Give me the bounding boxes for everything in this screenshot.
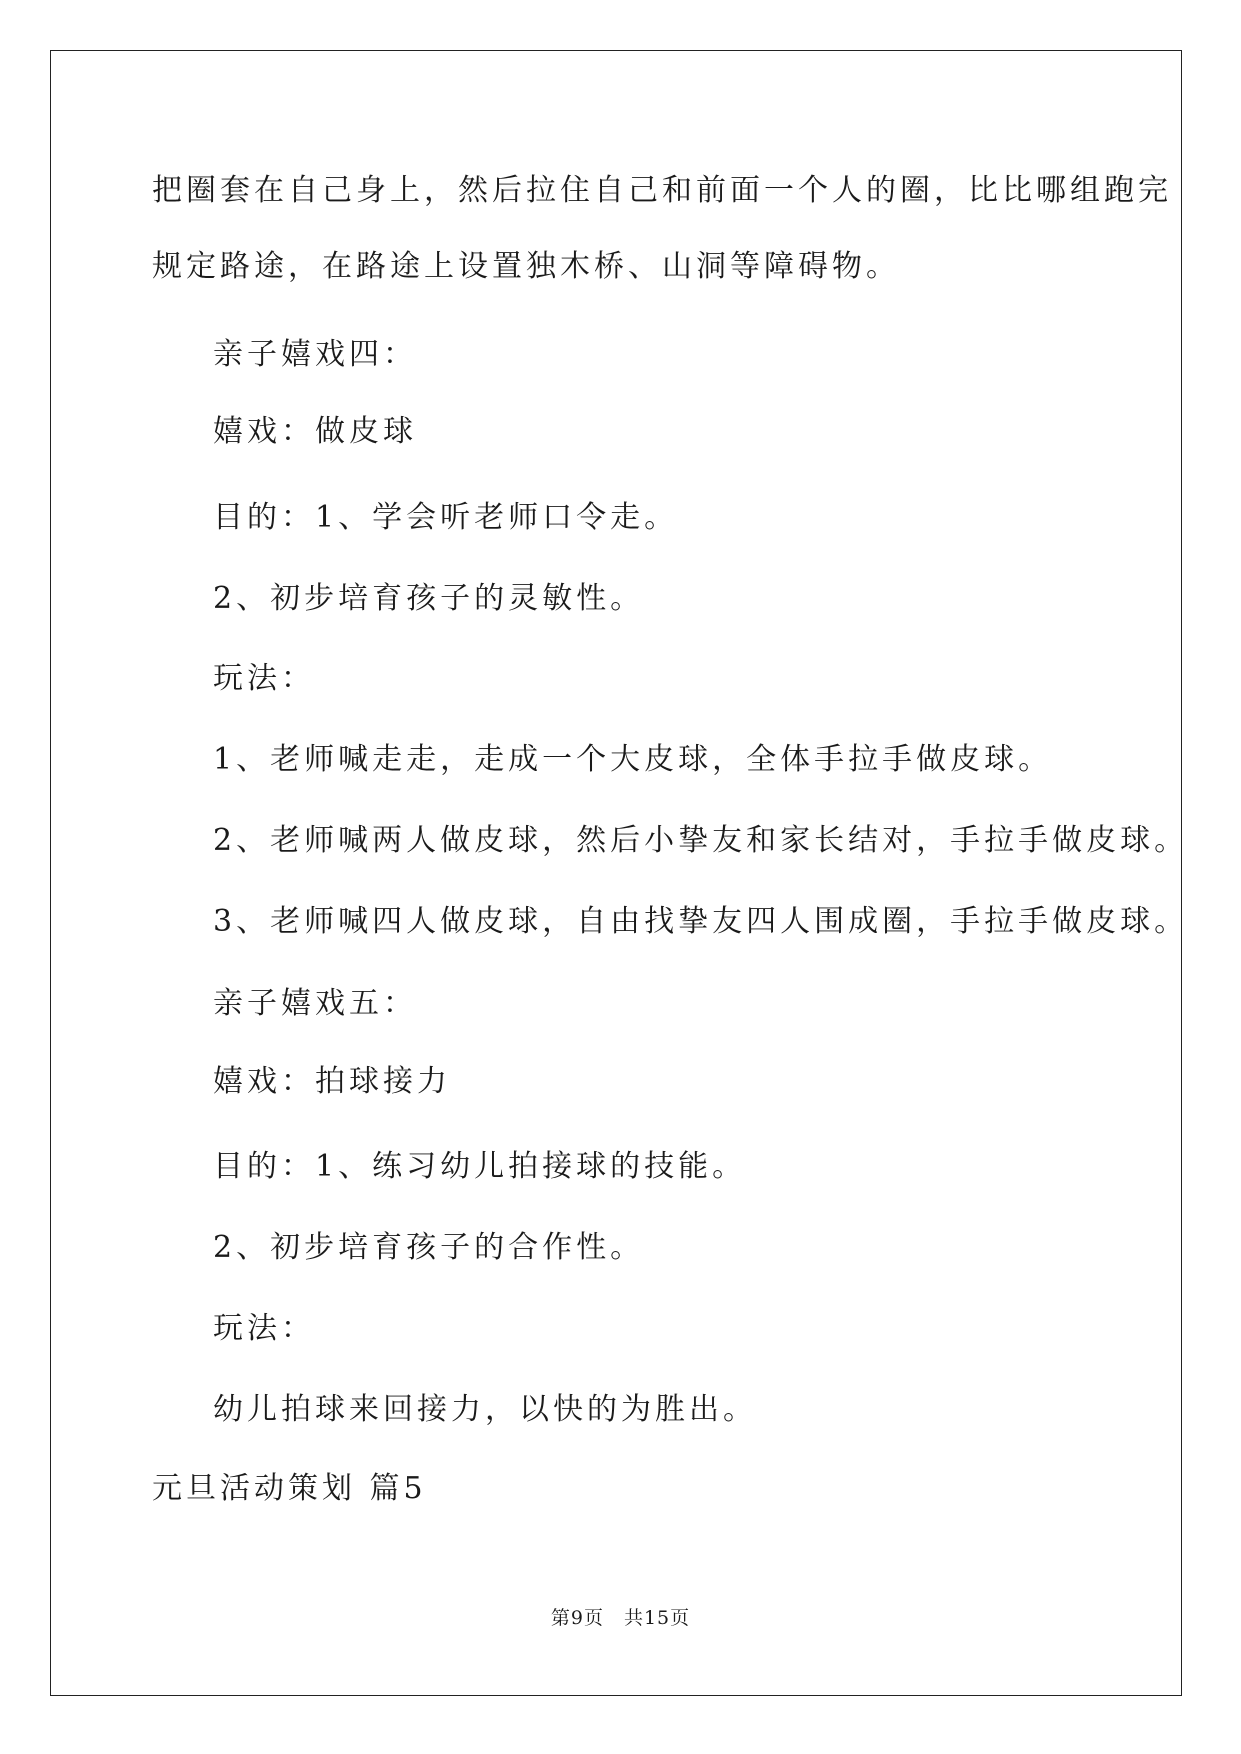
paragraph-line: 规定路途，在路途上设置独木桥、山洞等障碍物。: [152, 249, 900, 284]
goal-line: 2、初步培育孩子的合作性。: [213, 1230, 645, 1265]
section-heading: 亲子嬉戏五：: [213, 986, 417, 1021]
method-step: 3、老师喊四人做皮球，自由找挚友四人围成圈，手拉手做皮球。: [213, 904, 1189, 939]
article-heading: 元旦活动策划 篇5: [152, 1471, 427, 1506]
method-step: 1、老师喊走走，走成一个大皮球，全体手拉手做皮球。: [213, 742, 1053, 777]
method-step: 幼儿拍球来回接力，以快的为胜出。: [213, 1392, 757, 1427]
game-name: 嬉戏：做皮球: [213, 414, 417, 449]
goal-line: 目的：1、学会听老师口令走。: [213, 500, 679, 535]
goal-line: 目的：1、练习幼儿拍接球的技能。: [213, 1149, 747, 1184]
page-border: [50, 50, 1182, 1696]
method-heading: 玩法：: [213, 1311, 315, 1346]
page-number: 第9页 共15页: [550, 1607, 691, 1629]
method-heading: 玩法：: [213, 661, 315, 696]
method-step: 2、老师喊两人做皮球，然后小挚友和家长结对，手拉手做皮球。: [213, 823, 1189, 858]
section-heading: 亲子嬉戏四：: [213, 337, 417, 372]
game-name: 嬉戏：拍球接力: [213, 1064, 451, 1099]
paragraph-line: 把圈套在自己身上，然后拉住自己和前面一个人的圈，比比哪组跑完: [152, 173, 1172, 208]
goal-line: 2、初步培育孩子的灵敏性。: [213, 581, 645, 616]
